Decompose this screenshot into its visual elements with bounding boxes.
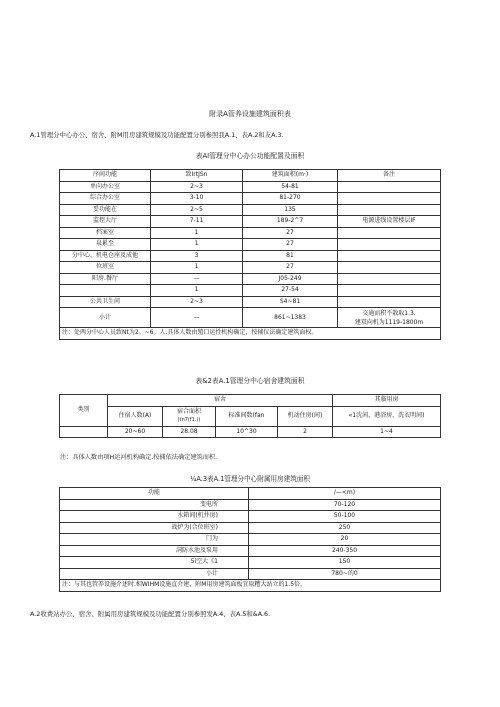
table-cell: 综合办公室 [60,193,151,205]
table1-header: 序间功能 [60,170,151,182]
table-row [60,534,441,546]
table2-note: 注：具体人数由项H运河机构确定.按捕依法确定建筑而积. [60,454,218,461]
table-cell: 档案室 [60,227,151,239]
table-cell [60,285,151,297]
table-cell: 81-270 [243,193,338,205]
table2-subheader: 住宿人数(A) [108,406,163,426]
table-cell: 詞防水池及泵用 [60,545,249,557]
table-cell: 240-350 [249,545,441,557]
table-cell: 监控大厅 [60,216,151,228]
table-cell: 1 [151,227,243,239]
table1-header: 致IrtJSn [151,170,243,182]
table2-subheader-line: 宿合面积 [176,408,201,415]
table-row [60,216,441,228]
table-cell: 1 [151,285,243,297]
table-cell: 20 [249,534,441,546]
table1-note-row [60,328,441,340]
table-row [60,239,441,251]
table-row [60,193,441,205]
table1 [59,169,441,340]
table-cell: 2~3 [151,296,243,308]
table-cell: 27 [243,262,338,274]
table-row [60,426,441,438]
table-cell [338,262,441,274]
table-cell: 20~60 [108,426,163,438]
table1-note: 注：处两分中心人员致Nt为2。~6。人.具体人数由殖口运性机构确定，按辅仪法确定建筑面权。 [60,328,441,340]
table2-title: 表&2表A.1管理分中心宿舍建筑面积 [195,377,305,385]
table-cell [338,250,441,262]
table3-note-row [60,580,441,592]
table2-subheader: 标准间数(fan [216,406,278,426]
table3-header: /—<m) [249,488,441,500]
table3-note: 注：与其也管养设施介述时.相WIHM设施直介建，附M用房建筑面板宜取糟大站立的1.5倍， [60,580,441,592]
table-cell [338,193,441,205]
table-cell [338,204,441,216]
table-cell: 战炉为(合位班室) [60,522,249,534]
table-cell: 150 [249,557,441,569]
table1-header-row [60,170,441,182]
table-cell: 1~4 [333,426,441,438]
table-cell: 135 [243,204,338,216]
table-cell: 单向办公室 [60,181,151,193]
table-cell: 变电所 [60,499,249,511]
footer-paragraph: A.2收费站办公、宿舍、附属用房建筑规模及功能配置分别参照发A.4、表A.5和&A.6. [30,610,271,618]
table2-subheader: 机动住房(间) [278,406,333,426]
table2 [59,394,441,438]
table-cell: 小计 [60,568,249,580]
table-cell: 27 [243,239,338,251]
table2-subheader-row [60,406,441,426]
table-row [60,181,441,193]
table-cell: 70-120 [249,499,441,511]
table-cell: 3 [151,250,243,262]
table-cell: 27-54 [243,285,338,297]
table-cell: 2 [278,426,333,438]
subtotal-count: — [151,308,243,328]
table-row [60,568,441,580]
table-row [60,296,441,308]
table-row [60,262,441,274]
table-cell: 81 [243,250,338,262]
table-cell [338,227,441,239]
table-cell: 28.08 [163,426,216,438]
table1-subtotal-row [60,308,441,328]
table-cell: — [151,273,243,285]
table-cell: 位班室 [60,262,151,274]
table-cell [338,181,441,193]
subtotal-label: 小计 [60,308,151,328]
table-cell: 5i空大《1 [60,557,249,569]
table2-subheader: «1沈间、港浴房、洗衣明间) [333,406,441,426]
table2-header-category: 类别 [60,395,108,427]
table-cell: 189-2^7 [243,216,338,228]
table2-subheader-unit: (tn7(f1.)) [177,417,201,423]
table-cell [60,426,108,438]
table1-title: 表AI管理分中心办公功能配置及面积 [195,152,305,160]
table-cell: S4~81 [243,296,338,308]
subtotal-area: 861~1383 [243,308,338,328]
table3-header-row [60,488,441,500]
table-cell: 分中心、机电仓座及成他 [60,250,151,262]
table-cell [338,273,441,285]
table-cell: 2~3 [151,181,243,193]
table2-header-dorm: 宿舍 [108,395,333,407]
table2-header-row [60,395,441,407]
table2-header-other: 其临用房 [333,395,441,407]
table-row [60,227,441,239]
table-row [60,499,441,511]
intro-paragraph: A.1管理分中心办公、宿舍、附M用房建筑规模及功能配置分别参照我A.1、表A.2和友A.3. [30,131,284,139]
table3-header: 功能 [60,488,249,500]
table-cell: 水箱间(机井房) [60,511,249,523]
table-row [60,250,441,262]
table-row [60,545,441,557]
table3 [59,487,441,592]
table-row [60,273,441,285]
table-cell: 阳房.餐厅 [60,273,151,285]
table-row [60,285,441,297]
table1-header: 备注 [338,170,441,182]
table-cell: 780~的0 [249,568,441,580]
table1-header: 建筑面积(m‧) [243,170,338,182]
table-cell: 250 [249,522,441,534]
table-cell: J05-249 [243,273,338,285]
table2-subheader [163,406,216,426]
table-row [60,204,441,216]
table-cell [338,296,441,308]
table3-title: ¼A.3表A.1管理分中心附属用房建筑面积 [189,475,311,483]
table-row [60,522,441,534]
table-cell: 2~5 [151,204,243,216]
table-cell [338,239,441,251]
table-row [60,511,441,523]
subtotal-note-line: 交通而积不散取1.3. [362,309,416,317]
table-cell [338,285,441,297]
table-cell: 泉累至 [60,239,151,251]
table-cell: 1 [151,262,243,274]
table-cell: 7-11 [151,216,243,228]
table-cell: 电源进线设置楼层IF [338,216,441,228]
appendix-title: 附录A管养设施建筑面积表 [209,110,291,118]
table-cell: 27 [243,227,338,239]
table-row [60,557,441,569]
table-cell: 54-81 [243,181,338,193]
subtotal-note-line: 建双向机为1119-1800m [354,318,424,326]
table-cell: 门为 [60,534,249,546]
table-cell: 10^30 [216,426,278,438]
subtotal-note [338,308,441,328]
table-cell: 公共卫生间 [60,296,151,308]
table-cell: 3-10 [151,193,243,205]
table-cell: 1 [151,239,243,251]
table-cell: 50-100 [249,511,441,523]
table-cell: 妥功能在 [60,204,151,216]
